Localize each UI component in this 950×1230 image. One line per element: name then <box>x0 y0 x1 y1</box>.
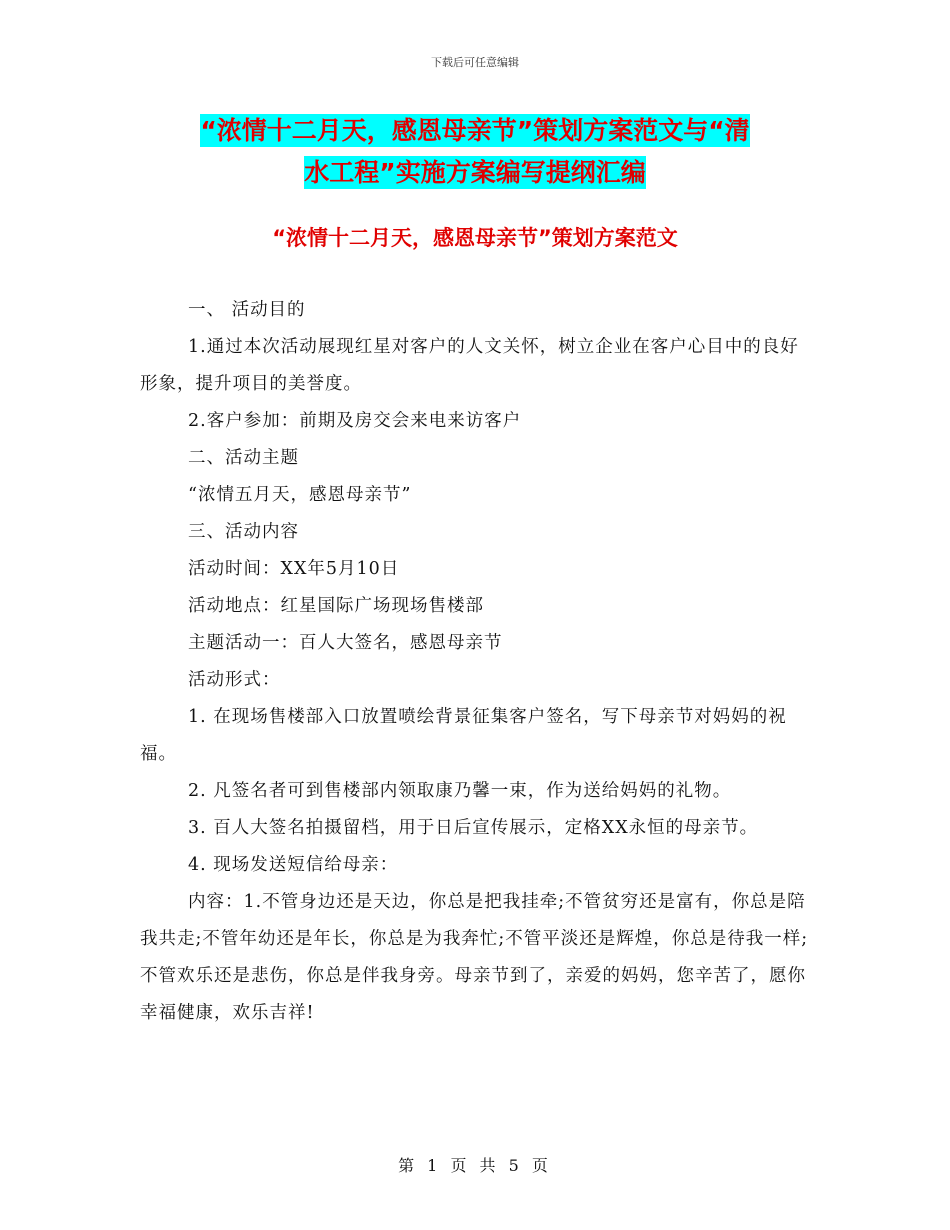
title-line-2: 水工程”实施方案编写提纲汇编 <box>304 158 646 187</box>
paragraph: 活动形式： <box>188 670 281 690</box>
page-footer: 第 1 页 共 5 页 <box>398 1156 552 1175</box>
paragraph: 3. 百人大签名拍摄留档，用于日后宣传展示，定格XX永恒的母亲节。 <box>188 818 759 838</box>
paragraph-heading-2: 二、活动主题 <box>188 448 299 468</box>
document-title <box>140 110 810 194</box>
header-note: 下载后可任意编辑 <box>431 56 519 69</box>
paragraph: 活动时间：XX年5月10日 <box>188 559 400 579</box>
document-body <box>140 292 812 1032</box>
paragraph: 主题活动一：百人大签名，感恩母亲节 <box>188 633 503 653</box>
paragraph: 1. 在现场售楼部入口放置喷绘背景征集客户签名，写下母亲节对妈妈的祝福。 <box>140 707 787 764</box>
section-title: “浓情十二月天，感恩母亲节”策划方案范文 <box>272 226 678 250</box>
paragraph: 2.客户参加：前期及房交会来电来访客户 <box>188 411 522 431</box>
paragraph-heading-3: 三、活动内容 <box>188 522 299 542</box>
paragraph: 4. 现场发送短信给母亲： <box>188 855 399 875</box>
paragraph: 内容：1.不管身边还是天边，你总是把我挂牵;不管贫穷还是富有，你总是陪我共走;不管年幼还是年长，你总是为我奔忙;不管平淡还是辉煌，你总是待我一样;不管欢乐还是悲伤，你总是伴我身旁。母亲节到了，亲爱的妈妈，您辛苦了，愿你幸福健康，欢乐吉祥! <box>140 892 809 1023</box>
paragraph: 1.通过本次活动展现红星对客户的人文关怀，树立企业在客户心目中的良好形象，提升项目的美誉度。 <box>140 337 799 394</box>
paragraph-heading-1: 一、 活动目的 <box>188 300 306 320</box>
paragraph: 2. 凡签名者可到售楼部内领取康乃馨一束，作为送给妈妈的礼物。 <box>188 781 732 801</box>
paragraph: “浓情五月天，感恩母亲节” <box>188 485 412 505</box>
title-line-1: “浓情十二月天，感恩母亲节”策划方案范文与“清 <box>200 116 750 145</box>
paragraph: 活动地点：红星国际广场现场售楼部 <box>188 596 484 616</box>
